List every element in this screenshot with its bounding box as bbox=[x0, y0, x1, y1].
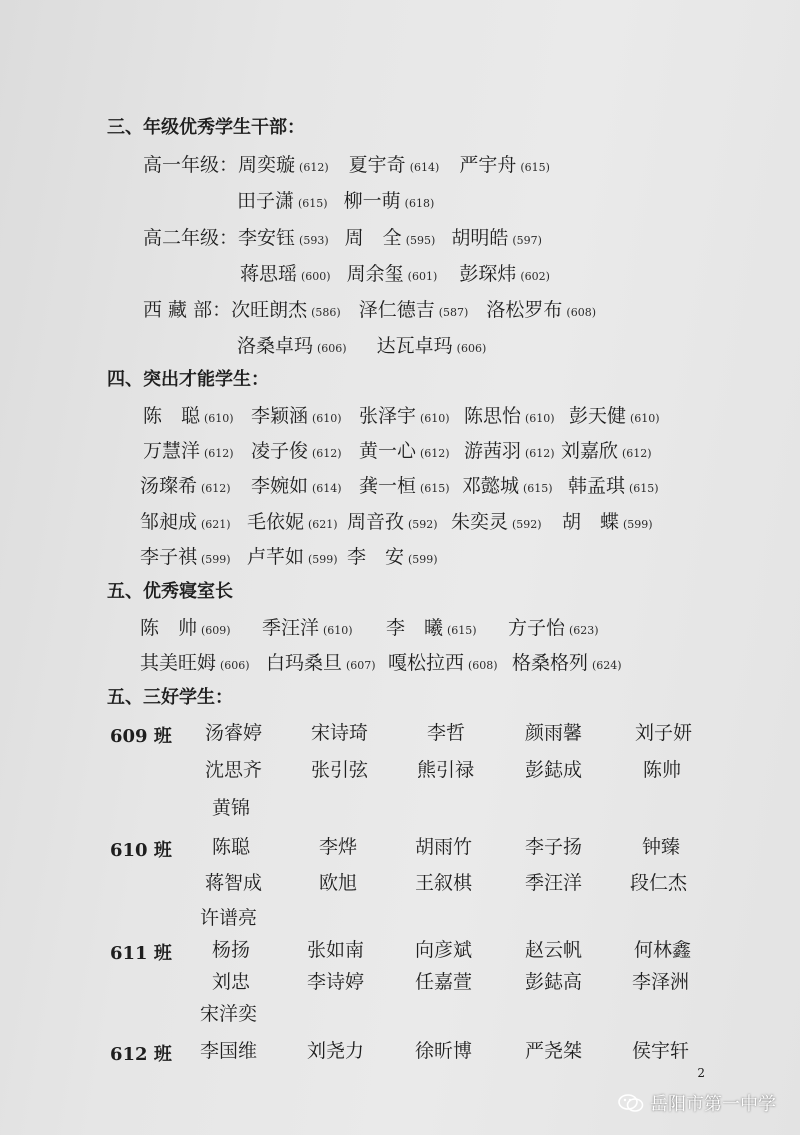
name-entry: 白玛桑旦 (607) bbox=[266, 652, 376, 674]
name-entry: 汤璨希 (612) bbox=[140, 475, 231, 497]
student-name: 侯宇轩 bbox=[632, 1040, 690, 1062]
name-entry: 周音孜 (592) bbox=[347, 511, 438, 533]
class-label-609: 609 班 bbox=[110, 726, 172, 747]
name-entry: 陈 帅 (609) bbox=[140, 617, 231, 639]
name-entry: 张泽宇 (610) bbox=[359, 405, 450, 427]
wechat-icon bbox=[618, 1093, 644, 1113]
name-entry: 李子祺 (599) bbox=[140, 546, 231, 568]
student-name: 刘忠 bbox=[212, 971, 251, 993]
student-name: 杨扬 bbox=[212, 939, 251, 961]
grade2-label: 高二年级： bbox=[143, 227, 239, 249]
name-entry: 蒋思瑶 (600) bbox=[240, 263, 331, 285]
name-entry: 邹昶成 (621) bbox=[140, 511, 231, 533]
name-entry: 彭琛炜 (602) bbox=[459, 263, 550, 285]
name-entry: 严宇舟 (615) bbox=[459, 154, 550, 176]
name-entry: 彭天健 (610) bbox=[569, 405, 660, 427]
name-entry: 陈思怡 (610) bbox=[464, 405, 555, 427]
student-name: 许谱亮 bbox=[200, 907, 258, 929]
student-name: 李子扬 bbox=[525, 836, 583, 858]
cadres-grade2-row2 bbox=[240, 263, 550, 288]
name-entry: 龚一桓 (615) bbox=[359, 475, 450, 497]
student-name: 彭鋕高 bbox=[525, 971, 583, 993]
student-name: 李诗婷 bbox=[307, 971, 365, 993]
name-entry: 胡 蝶 (599) bbox=[562, 511, 653, 533]
name-entry: 陈 聪 (610) bbox=[143, 405, 234, 427]
cadres-tibet-row1 bbox=[143, 299, 596, 324]
name-entry: 李颖涵 (610) bbox=[251, 405, 342, 427]
student-name: 宋诗琦 bbox=[311, 722, 369, 744]
name-entry: 周 全 (595) bbox=[344, 227, 436, 249]
name-entry: 朱奕灵 (592) bbox=[451, 511, 542, 533]
name-entry: 毛依妮 (621) bbox=[247, 511, 338, 533]
name-entry: 李婉如 (614) bbox=[251, 475, 342, 497]
name-entry: 韩孟琪 (615) bbox=[568, 475, 659, 497]
student-name: 何林鑫 bbox=[634, 939, 692, 961]
student-name: 陈聪 bbox=[212, 836, 251, 858]
cadres-grade1-row1 bbox=[143, 154, 550, 179]
name-entry: 刘嘉欣 (612) bbox=[561, 440, 652, 462]
name-entry: 李安钰 (593) bbox=[238, 227, 329, 249]
student-name: 蒋智成 bbox=[205, 872, 263, 894]
name-entry: 卢芊如 (599) bbox=[247, 546, 338, 568]
class-label-611: 611 班 bbox=[110, 943, 172, 964]
student-name: 钟臻 bbox=[642, 836, 681, 858]
watermark-text: 岳阳市第一中学 bbox=[650, 1094, 776, 1115]
name-entry: 泽仁德吉 (587) bbox=[358, 299, 469, 321]
student-name: 严尧桀 bbox=[525, 1040, 583, 1062]
name-entry: 邓懿城 (615) bbox=[462, 475, 553, 497]
grade1-label: 高一年级： bbox=[143, 154, 239, 176]
page-number: 2 bbox=[697, 1066, 705, 1080]
student-name: 刘子妍 bbox=[635, 722, 693, 744]
tibet-label: 西 藏 部： bbox=[143, 299, 232, 321]
student-name: 汤睿婷 bbox=[205, 722, 263, 744]
name-entry: 其美旺姆 (606) bbox=[140, 652, 250, 674]
cadres-tibet-row2 bbox=[237, 335, 486, 360]
student-name: 黄锦 bbox=[212, 797, 251, 819]
name-entry: 季汪洋 (610) bbox=[262, 617, 353, 639]
name-entry: 柳一萌 (618) bbox=[343, 190, 435, 212]
name-entry: 嘎松拉西 (608) bbox=[388, 652, 498, 674]
name-entry: 夏宇奇 (614) bbox=[348, 154, 440, 176]
name-entry: 田子潇 (615) bbox=[237, 190, 328, 212]
student-name: 张如南 bbox=[307, 939, 365, 961]
student-name: 任嘉萱 bbox=[415, 971, 473, 993]
student-name: 刘尧力 bbox=[307, 1040, 365, 1062]
cadres-grade1-row2 bbox=[237, 190, 434, 215]
student-name: 彭鋕成 bbox=[525, 759, 583, 781]
name-entry: 洛松罗布 (608) bbox=[486, 299, 597, 321]
name-entry: 次旺朗杰 (586) bbox=[231, 299, 341, 321]
name-entry: 周奕璇 (612) bbox=[238, 154, 329, 176]
name-entry: 李 安 (599) bbox=[347, 546, 438, 568]
name-entry: 周余玺 (601) bbox=[346, 263, 438, 285]
student-name: 赵云帆 bbox=[525, 939, 583, 961]
name-entry: 万慧洋 (612) bbox=[143, 440, 234, 462]
student-name: 徐昕博 bbox=[415, 1040, 473, 1062]
student-name: 季汪洋 bbox=[525, 872, 583, 894]
student-name: 欧旭 bbox=[319, 872, 358, 894]
watermark bbox=[618, 1090, 776, 1116]
student-name: 张引弦 bbox=[311, 759, 369, 781]
student-name: 段仁杰 bbox=[630, 872, 688, 894]
student-name: 陈帅 bbox=[643, 759, 682, 781]
name-entry: 凌子俊 (612) bbox=[251, 440, 342, 462]
student-name: 宋洋奕 bbox=[200, 1003, 258, 1025]
cadres-grade2-row1 bbox=[143, 227, 542, 252]
student-name: 李哲 bbox=[427, 722, 466, 744]
name-entry: 达瓦卓玛 (606) bbox=[376, 335, 487, 357]
name-entry: 方子怡 (623) bbox=[508, 617, 599, 639]
student-name: 沈思齐 bbox=[205, 759, 263, 781]
student-name: 胡雨竹 bbox=[415, 836, 473, 858]
class-label-612: 612 班 bbox=[110, 1044, 172, 1065]
class-label-610: 610 班 bbox=[110, 840, 172, 861]
name-entry: 游茜羽 (612) bbox=[464, 440, 555, 462]
student-name: 王叙棋 bbox=[415, 872, 473, 894]
student-name: 李烨 bbox=[319, 836, 358, 858]
student-name: 李泽洲 bbox=[632, 971, 690, 993]
section-title-cadres: 三、年级优秀学生干部： bbox=[107, 117, 305, 138]
name-entry: 格桑格列 (624) bbox=[512, 652, 622, 674]
section-title-merit-students: 五、三好学生： bbox=[107, 687, 233, 708]
student-name: 向彦斌 bbox=[415, 939, 473, 961]
student-name: 熊引禄 bbox=[417, 759, 475, 781]
section-title-dorm-leaders: 五、优秀寝室长 bbox=[107, 581, 233, 602]
name-entry: 胡明皓 (597) bbox=[451, 227, 542, 249]
section-title-talents: 四、突出才能学生： bbox=[107, 369, 269, 390]
name-entry: 李 曦 (615) bbox=[386, 617, 477, 639]
student-name: 李国维 bbox=[200, 1040, 258, 1062]
name-entry: 洛桑卓玛 (606) bbox=[237, 335, 347, 357]
student-name: 颜雨馨 bbox=[525, 722, 583, 744]
name-entry: 黄一心 (612) bbox=[359, 440, 450, 462]
